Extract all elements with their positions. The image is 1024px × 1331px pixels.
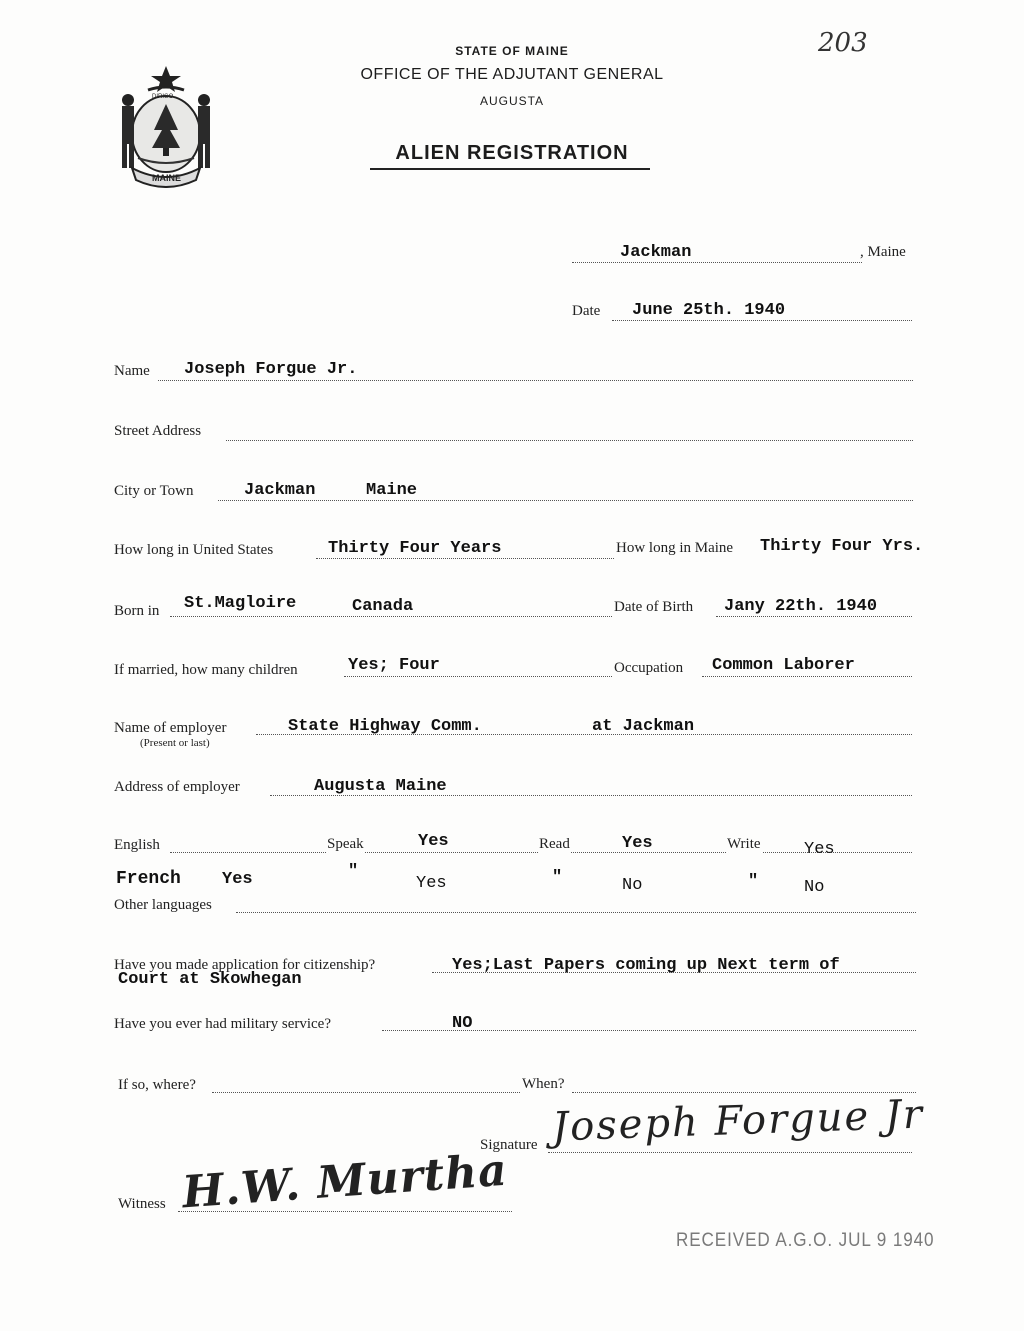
read-label: Read: [539, 836, 570, 852]
other-language-name: French: [116, 869, 181, 889]
city-field-line: [218, 500, 913, 501]
date-of-birth-value: Jany 22th. 1940: [724, 597, 878, 616]
write-label: Write: [727, 836, 761, 852]
military-label: Have you ever had military service?: [114, 1016, 331, 1032]
town-value: Jackman: [620, 243, 692, 262]
signature-handwritten: Joseph Forgue Jr: [551, 1091, 925, 1151]
street-address-label: Street Address: [114, 423, 202, 439]
where-label: If so, where?: [118, 1077, 196, 1093]
how-long-maine-label: How long in Maine: [616, 540, 734, 556]
children-field-line: [344, 676, 612, 677]
other-languages-field-line: [236, 912, 916, 913]
seal-state-name: MAINE: [152, 173, 181, 183]
city-value: Jackman: [244, 481, 316, 500]
military-value: NO: [452, 1014, 473, 1033]
born-in-city-value: St.Magloire: [184, 594, 297, 613]
other-language-speak-value: Yes: [416, 874, 447, 893]
citizenship-value-line1: Yes;Last Papers coming up Next term of: [452, 956, 840, 975]
speak-label: Speak: [327, 836, 364, 852]
how-long-us-field-line: [316, 558, 614, 559]
ditto-mark-read: ": [552, 868, 563, 887]
title-underline: [370, 168, 650, 170]
date-of-birth-field-line: [716, 616, 912, 617]
date-value: June 25th. 1940: [632, 301, 786, 320]
born-in-country-value: Canada: [352, 597, 414, 616]
employer-address-label: Address of employer: [114, 779, 240, 795]
state-heading: STATE OF MAINE: [455, 44, 569, 58]
other-language-first-value: Yes: [222, 870, 253, 889]
how-long-us-value: Thirty Four Years: [328, 539, 502, 558]
ditto-mark-speak: ": [348, 862, 359, 881]
page-number: 203: [818, 28, 868, 58]
town-suffix: , Maine: [860, 244, 906, 260]
date-label: Date: [572, 303, 601, 319]
employer-value: State Highway Comm.: [288, 717, 482, 736]
name-label: Name: [114, 363, 150, 379]
occupation-field-line: [702, 676, 912, 677]
office-heading: OFFICE OF THE ADJUTANT GENERAL: [360, 66, 664, 83]
other-languages-label: Other languages: [114, 897, 212, 913]
city-label: City or Town: [114, 483, 194, 499]
born-in-label: Born in: [114, 603, 160, 619]
date-of-birth-label: Date of Birth: [614, 599, 694, 615]
name-value: Joseph Forgue Jr.: [184, 360, 358, 379]
seal-motto: DIRIGO: [152, 94, 174, 100]
children-label: If married, how many children: [114, 662, 298, 678]
city-heading: AUGUSTA: [479, 94, 545, 108]
name-field-line: [158, 380, 913, 381]
occupation-value: Common Laborer: [712, 656, 855, 675]
where-field-line: [212, 1092, 520, 1093]
other-language-write-value: No: [804, 878, 825, 897]
english-speak-value: Yes: [418, 832, 449, 851]
city-state-value: Maine: [366, 481, 418, 500]
received-stamp: RECEIVED A.G.O. JUL 9 1940: [676, 1230, 935, 1251]
signature-field-line: [548, 1152, 912, 1153]
children-value: Yes; Four: [348, 656, 440, 675]
signature-label: Signature: [480, 1137, 538, 1153]
witness-label: Witness: [118, 1196, 166, 1212]
employer-location-value: at Jackman: [592, 717, 695, 736]
born-in-field-line: [170, 616, 612, 617]
citizenship-value-line2: Court at Skowhegan: [118, 970, 302, 989]
english-read-value: Yes: [622, 834, 653, 853]
when-label: When?: [522, 1076, 565, 1092]
street-address-field-line: [226, 440, 913, 441]
date-field-line: [612, 320, 912, 321]
other-language-read-value: No: [622, 876, 643, 895]
how-long-us-label: How long in United States: [114, 542, 274, 558]
town-field-line: [572, 262, 862, 263]
how-long-maine-value: Thirty Four Yrs.: [760, 537, 924, 556]
employer-address-value: Augusta Maine: [314, 777, 447, 796]
ditto-mark-write: ": [748, 872, 759, 891]
witness-handwritten: H.W. Murtha: [180, 1144, 510, 1219]
citizenship-label: Have you made application for citizenship?: [114, 957, 376, 973]
occupation-label: Occupation: [614, 660, 684, 676]
employer-sublabel: (Present or last): [140, 737, 210, 749]
employer-label: Name of employer: [114, 720, 227, 736]
form-title: ALIEN REGISTRATION: [395, 142, 629, 164]
english-label: English: [114, 837, 160, 853]
english-write-value: Yes: [804, 840, 835, 859]
